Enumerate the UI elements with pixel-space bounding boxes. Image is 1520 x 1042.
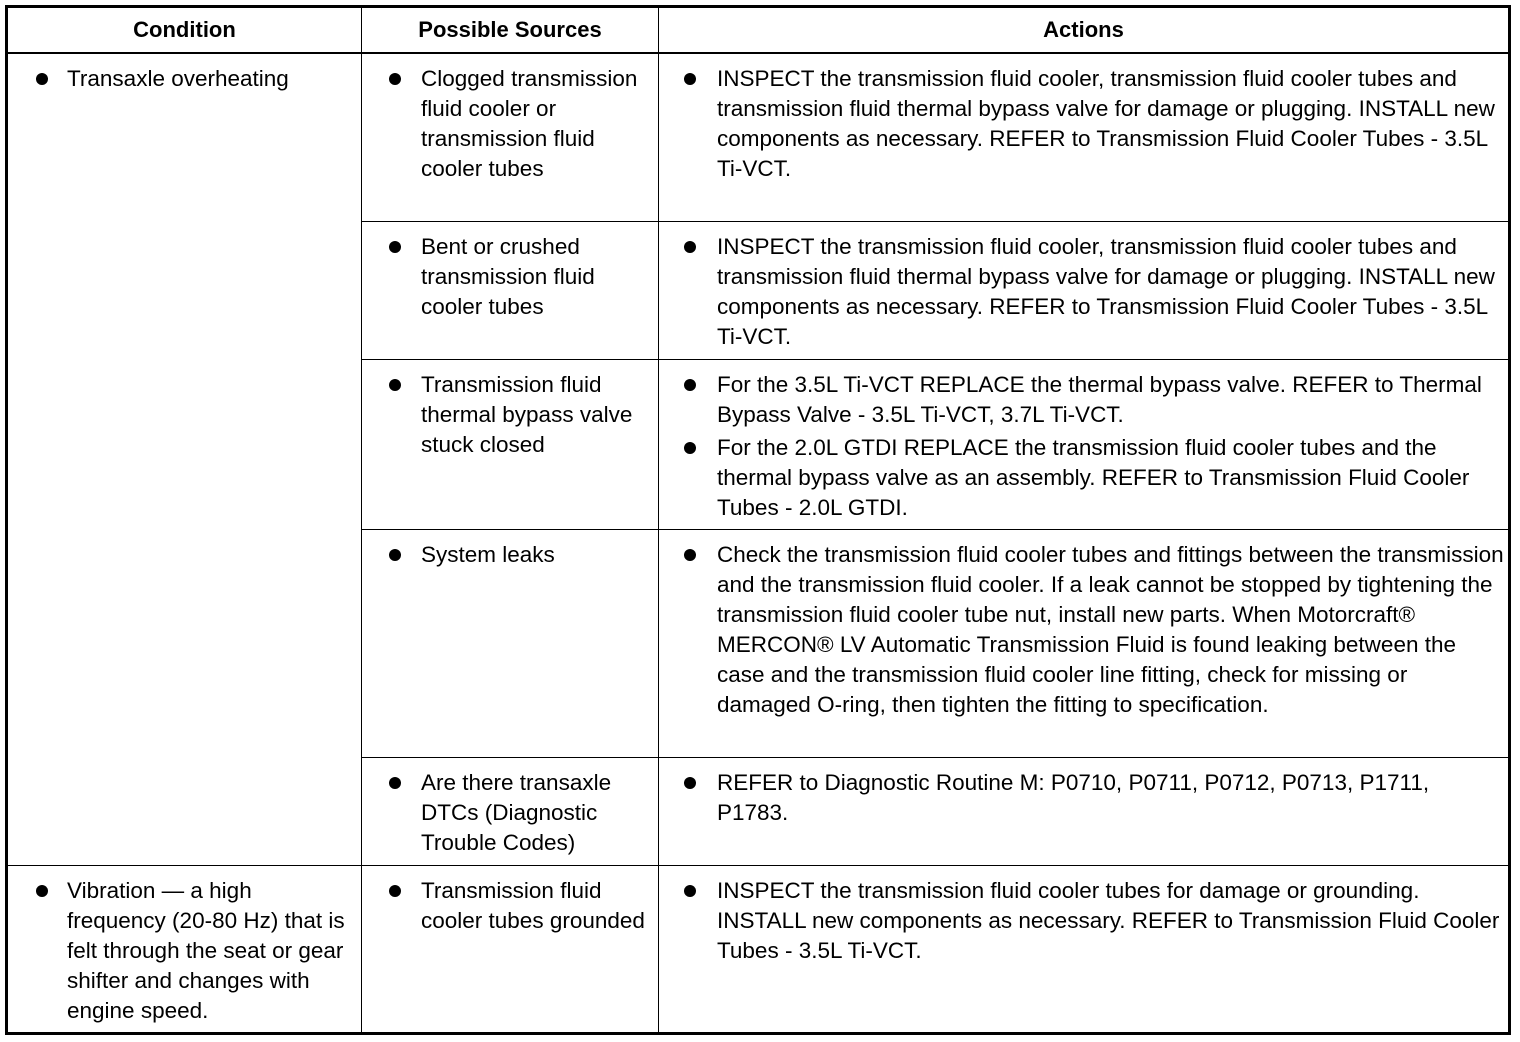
action-text: Check the transmission fluid cooler tubes and fittings between the transmission and the transmission fluid cooler. If a leak cannot be stopped by tightening the transmission fluid cooler tube nut, install new parts. When Motorcraft® MERCON® LV Automatic Transmission Fluid is found leaking between the case and the transmission fluid cooler line fitting, check for missing or damaged O-ring, then tighten the fitting to specification. [717, 541, 1504, 717]
bullet-icon [684, 549, 696, 561]
source-text: Are there transaxle DTCs (Diagnostic Trouble Codes) [421, 769, 612, 855]
header-actions: Actions [659, 7, 1510, 54]
action-cell [659, 757, 1510, 865]
table-row [7, 53, 1510, 221]
condition-text: Transaxle overheating [67, 66, 289, 91]
source-cell [362, 359, 659, 529]
bullet-icon [684, 777, 696, 789]
bullet-icon [36, 73, 48, 85]
header-condition: Condition [7, 7, 362, 54]
bullet-icon [684, 73, 696, 85]
bullet-icon [389, 549, 401, 561]
action-text: For the 2.0L GTDI REPLACE the transmission fluid cooler tubes and the thermal bypass valve as an assembly. REFER to Transmission Fluid Cooler Tubes - 2.0L GTDI. [717, 434, 1470, 520]
bullet-icon [36, 885, 48, 897]
condition-cell [7, 865, 362, 1034]
header-possible-sources: Possible Sources [362, 7, 659, 54]
condition-text: Vibration — a high frequency (20-80 Hz) that is felt through the seat or gear shifter and changes with engine speed. [67, 877, 345, 1023]
bullet-icon [684, 241, 696, 253]
source-cell [362, 757, 659, 865]
table-row [7, 865, 1510, 1034]
source-cell [362, 529, 659, 757]
source-text: Bent or crushed transmission fluid cooler tubes [421, 233, 595, 319]
action-text: INSPECT the transmission fluid cooler tubes for damage or grounding. INSTALL new components as necessary. REFER to Transmission Fluid Cooler Tubes - 3.5L Ti-VCT. [717, 877, 1500, 963]
source-text: Transmission fluid thermal bypass valve stuck closed [421, 371, 633, 457]
diagnosis-table [5, 5, 1511, 1035]
bullet-icon [389, 73, 401, 85]
action-text: REFER to Diagnostic Routine M: P0710, P0711, P0712, P0713, P1711, P1783. [717, 769, 1430, 825]
bullet-icon [684, 885, 696, 897]
header-row [7, 7, 1510, 54]
action-cell [659, 865, 1510, 1034]
bullet-icon [389, 777, 401, 789]
source-cell [362, 865, 659, 1034]
action-text: INSPECT the transmission fluid cooler, transmission fluid cooler tubes and transmission fluid thermal bypass valve for damage or plugging. INSTALL new components as necessary. REFER to Transmission Fluid Cooler Tubes - 3.5L Ti-VCT. [717, 66, 1495, 181]
action-text: For the 3.5L Ti-VCT REPLACE the thermal bypass valve. REFER to Thermal Bypass Valve - 3.5L Ti-VCT, 3.7L Ti-VCT. [717, 371, 1482, 427]
action-cell [659, 359, 1510, 529]
bullet-icon [684, 379, 696, 391]
bullet-icon [389, 379, 401, 391]
source-cell [362, 53, 659, 221]
action-cell [659, 221, 1510, 359]
condition-cell [7, 53, 362, 865]
bullet-icon [684, 442, 696, 454]
bullet-icon [389, 885, 401, 897]
source-text: Clogged transmission fluid cooler or transmission fluid cooler tubes [421, 66, 638, 181]
bullet-icon [389, 241, 401, 253]
action-cell [659, 529, 1510, 757]
source-text: System leaks [421, 541, 555, 567]
source-cell [362, 221, 659, 359]
action-cell [659, 53, 1510, 221]
action-text: INSPECT the transmission fluid cooler, transmission fluid cooler tubes and transmission fluid thermal bypass valve for damage or plugging. INSTALL new components as necessary. REFER to Transmission Fluid Cooler Tubes - 3.5L Ti-VCT. [717, 233, 1495, 349]
source-text: Transmission fluid cooler tubes grounded [421, 877, 645, 933]
